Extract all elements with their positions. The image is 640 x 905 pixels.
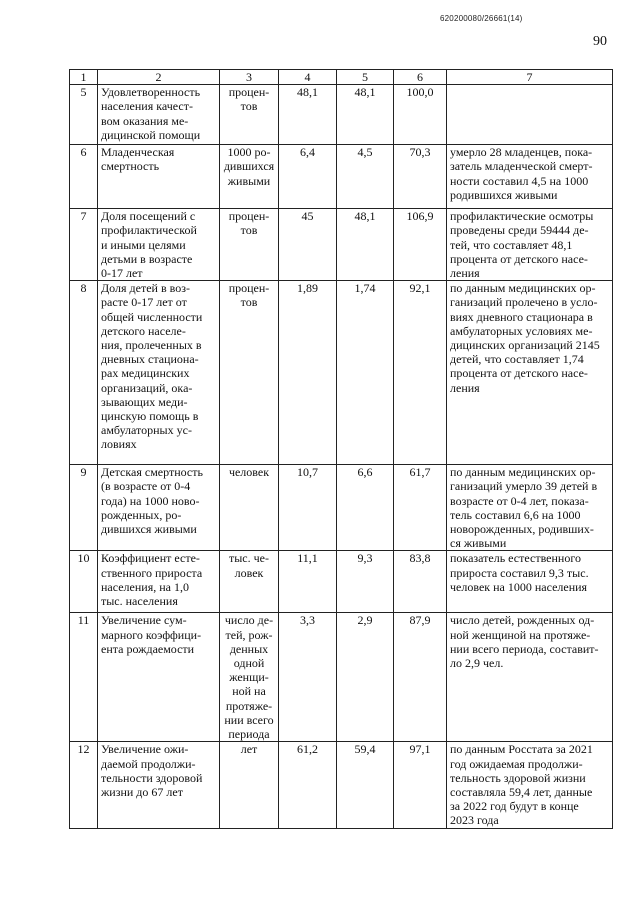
indicator-name-line: Увеличение ожи- xyxy=(101,742,189,757)
unit-of-measure-line: человек xyxy=(228,465,270,480)
comment-line: новорожденных, родивших- xyxy=(450,522,594,537)
unit-of-measure-line: тов xyxy=(240,223,258,238)
value-col4: 61,2 xyxy=(279,742,337,828)
indicator-name-line: цинскую помощь в xyxy=(101,409,199,424)
row-number: 10 xyxy=(70,551,98,613)
value-col6: 97,1 xyxy=(394,742,447,828)
comment-line: виях дневного стационара в xyxy=(450,309,593,324)
indicator-name-line: расте 0-17 лет от xyxy=(101,295,187,310)
value-col4: 11,1 xyxy=(279,551,337,613)
indicator-name-line: дившихся живыми xyxy=(101,522,197,537)
value-col4: 10,7 xyxy=(279,465,337,551)
value-col6: 92,1 xyxy=(394,281,447,465)
unit-of-measure-line: процен- xyxy=(228,209,270,224)
comment-line: умерло 28 младенцев, пока- xyxy=(450,145,593,160)
comment-line: детей, что составляет 1,74 xyxy=(450,352,584,367)
comment-line: дицинских организаций 2145 xyxy=(450,338,600,353)
comment-line: прироста составил 9,3 тыс. xyxy=(450,565,589,580)
row-number: 6 xyxy=(70,145,98,209)
indicator-name xyxy=(98,145,220,209)
comment-line: год ожидаемая продолжи- xyxy=(450,756,583,771)
comment xyxy=(447,613,613,742)
comment-line: тель составил 6,6 на 1000 xyxy=(450,507,581,522)
unit-of-measure-line: периода xyxy=(228,727,270,742)
indicator-name xyxy=(98,551,220,613)
indicator-name xyxy=(98,85,220,145)
unit-of-measure xyxy=(220,85,279,145)
value-col5: 9,3 xyxy=(337,551,394,613)
comment-line: тельность здоровой жизни xyxy=(450,770,586,785)
row-number: 8 xyxy=(70,281,98,465)
unit-of-measure-line: дившихся xyxy=(223,159,275,174)
comment xyxy=(447,85,613,145)
indicator-name-line: профилактической xyxy=(101,223,197,238)
column-number: 7 xyxy=(447,70,613,85)
column-number: 6 xyxy=(394,70,447,85)
value-col4: 6,4 xyxy=(279,145,337,209)
value-col6: 83,8 xyxy=(394,551,447,613)
comment xyxy=(447,209,613,281)
column-number: 5 xyxy=(337,70,394,85)
indicator-name-line: Доля посещений с xyxy=(101,209,196,224)
indicator-name-line: Увеличение сум- xyxy=(101,613,187,628)
value-col5: 4,5 xyxy=(337,145,394,209)
indicator-name-line: ловиях xyxy=(101,437,137,452)
indicator-name-line: амбулаторных ус- xyxy=(101,423,192,438)
table-row xyxy=(70,209,613,281)
indicator-name-line: (в возрасте от 0-4 xyxy=(101,479,191,494)
indicator-name xyxy=(98,465,220,551)
unit-of-measure xyxy=(220,613,279,742)
indicator-name-line: вом оказания ме- xyxy=(101,113,189,128)
unit-of-measure xyxy=(220,465,279,551)
indicator-name-line: ния, пролеченных в xyxy=(101,338,202,353)
value-col6: 61,7 xyxy=(394,465,447,551)
comment xyxy=(447,145,613,209)
comment-line: проведены среди 59444 де- xyxy=(450,223,589,238)
comment-line: профилактические осмотры xyxy=(450,209,594,224)
value-col5: 48,1 xyxy=(337,209,394,281)
column-number-row xyxy=(70,70,613,85)
comment-line: число детей, рожденных од- xyxy=(450,613,595,628)
value-col4: 48,1 xyxy=(279,85,337,145)
indicator-name xyxy=(98,281,220,465)
unit-of-measure-line: одной xyxy=(233,656,265,671)
comment-line: ло 2,9 чел. xyxy=(450,656,504,671)
column-number: 1 xyxy=(70,70,98,85)
comment-line: ной женщиной на протяже- xyxy=(450,627,591,642)
table-row xyxy=(70,85,613,145)
comment-line: нии всего периода, составит- xyxy=(450,641,599,656)
unit-of-measure-line: денных xyxy=(229,641,269,656)
comment-line: показатель естественного xyxy=(450,551,581,566)
value-col5: 59,4 xyxy=(337,742,394,828)
comment-line: по данным медицинских ор- xyxy=(450,465,596,480)
unit-of-measure xyxy=(220,281,279,465)
comment-line: родившихся живыми xyxy=(450,187,558,202)
unit-of-measure-line: протяже- xyxy=(225,698,273,713)
comment-line: за 2022 год будут в конце xyxy=(450,799,579,814)
unit-of-measure-line: ловек xyxy=(234,565,264,580)
indicator-name-line: 0-17 лет xyxy=(101,266,143,281)
column-number: 3 xyxy=(220,70,279,85)
comment-line: ления xyxy=(450,380,480,395)
comment-line: амбулаторных условиях ме- xyxy=(450,323,593,338)
row-number: 9 xyxy=(70,465,98,551)
indicator-name-line: и иными целями xyxy=(101,237,186,252)
comment-line: возрасте от 0-4 лет, показа- xyxy=(450,493,589,508)
unit-of-measure xyxy=(220,551,279,613)
indicator-name-line: тыс. населения xyxy=(101,594,178,609)
table-row xyxy=(70,742,613,828)
unit-of-measure-line: тей, рож- xyxy=(225,627,273,642)
document-header-code: 620200080/26661(14) xyxy=(440,14,523,23)
table-row xyxy=(70,613,613,742)
comment-line: ся живыми xyxy=(450,536,507,551)
unit-of-measure-line: 1000 ро- xyxy=(227,145,271,160)
row-number: 11 xyxy=(70,613,98,742)
indicator-name xyxy=(98,209,220,281)
comment-line: процента от детского насе- xyxy=(450,251,588,266)
unit-of-measure-line: число де- xyxy=(224,613,274,628)
value-col6: 70,3 xyxy=(394,145,447,209)
row-number: 12 xyxy=(70,742,98,828)
value-col6: 106,9 xyxy=(394,209,447,281)
value-col4: 45 xyxy=(279,209,337,281)
unit-of-measure xyxy=(220,145,279,209)
unit-of-measure-line: тов xyxy=(240,99,258,114)
row-number: 7 xyxy=(70,209,98,281)
indicator-name-line: ственного прироста xyxy=(101,565,203,580)
indicator-name-line: общей численности xyxy=(101,309,203,324)
table-row xyxy=(70,145,613,209)
indicator-name-line: рожденных, ро- xyxy=(101,507,182,522)
unit-of-measure xyxy=(220,209,279,281)
indicator-name-line: населения качест- xyxy=(101,99,193,114)
unit-of-measure-line: женщи- xyxy=(229,670,269,685)
indicator-name-line: зывающих меди- xyxy=(101,394,188,409)
indicator-name-line: смертность xyxy=(101,159,160,174)
value-col5: 1,74 xyxy=(337,281,394,465)
indicator-name-line: организаций, ока- xyxy=(101,380,193,395)
value-col6: 100,0 xyxy=(394,85,447,145)
indicator-name-line: дицинской помощи xyxy=(101,127,201,142)
indicator-name-line: детского населе- xyxy=(101,323,186,338)
comment-line: ганизаций пролечено в усло- xyxy=(450,295,598,310)
indicator-name-line: ента рождаемости xyxy=(101,641,195,656)
indicator-name-line: рах медицинских xyxy=(101,366,190,381)
indicator-name-line: даемой продолжи- xyxy=(101,756,196,771)
comment-line: ления xyxy=(450,266,480,281)
value-col6: 87,9 xyxy=(394,613,447,742)
indicator-name-line: детьми в возрасте xyxy=(101,251,193,266)
comment-line: по данным Росстата за 2021 xyxy=(450,742,593,757)
indicator-name-line: марного коэффици- xyxy=(101,627,202,642)
indicators-table xyxy=(69,69,613,829)
table-row xyxy=(70,551,613,613)
column-number: 4 xyxy=(279,70,337,85)
indicator-name-line: дневных стациона- xyxy=(101,352,199,367)
indicator-name-line: Детская смертность xyxy=(101,465,203,480)
comment xyxy=(447,742,613,828)
page-number: 90 xyxy=(593,34,607,49)
value-col5: 6,6 xyxy=(337,465,394,551)
unit-of-measure-line: нии всего xyxy=(224,712,274,727)
indicator-name-line: Коэффициент есте- xyxy=(101,551,200,566)
comment-line: человек на 1000 населения xyxy=(450,579,588,594)
comment xyxy=(447,551,613,613)
unit-of-measure-line: лет xyxy=(240,742,258,757)
comment-line: тей, что составляет 48,1 xyxy=(450,237,573,252)
unit-of-measure-line: процен- xyxy=(228,281,270,296)
comment-line: по данным медицинских ор- xyxy=(450,281,596,296)
comment-line: затель младенческой смерт- xyxy=(450,159,593,174)
unit-of-measure xyxy=(220,742,279,828)
indicator-name-line: Младенческая xyxy=(101,145,175,160)
value-col5: 48,1 xyxy=(337,85,394,145)
indicator-name xyxy=(98,742,220,828)
unit-of-measure-line: ной на xyxy=(232,684,266,699)
unit-of-measure-line: живыми xyxy=(227,173,271,188)
comment xyxy=(447,465,613,551)
comment-line: ганизаций умерло 39 детей в xyxy=(450,479,598,494)
value-col4: 3,3 xyxy=(279,613,337,742)
table-row xyxy=(70,281,613,465)
indicator-name-line: года) на 1000 ново- xyxy=(101,493,200,508)
indicator-name-line: жизни до 67 лет xyxy=(101,785,183,800)
indicator-name xyxy=(98,613,220,742)
comment-line: составляла 59,4 лет, данные xyxy=(450,785,593,800)
column-number: 2 xyxy=(98,70,220,85)
indicator-name-line: Доля детей в воз- xyxy=(101,281,190,296)
unit-of-measure-line: тов xyxy=(240,295,258,310)
row-number: 5 xyxy=(70,85,98,145)
unit-of-measure-line: процен- xyxy=(228,85,270,100)
comment-line: процента от детского насе- xyxy=(450,366,588,381)
indicator-name-line: Удовлетворенность xyxy=(101,85,201,100)
comment-line: 2023 года xyxy=(450,813,499,828)
table-row xyxy=(70,465,613,551)
value-col5: 2,9 xyxy=(337,613,394,742)
unit-of-measure-line: тыс. че- xyxy=(229,551,269,566)
indicator-name-line: населения, на 1,0 xyxy=(101,579,189,594)
comment xyxy=(447,281,613,465)
indicator-name-line: тельности здоровой xyxy=(101,770,203,785)
value-col4: 1,89 xyxy=(279,281,337,465)
comment-line: ности составил 4,5 на 1000 xyxy=(450,173,589,188)
